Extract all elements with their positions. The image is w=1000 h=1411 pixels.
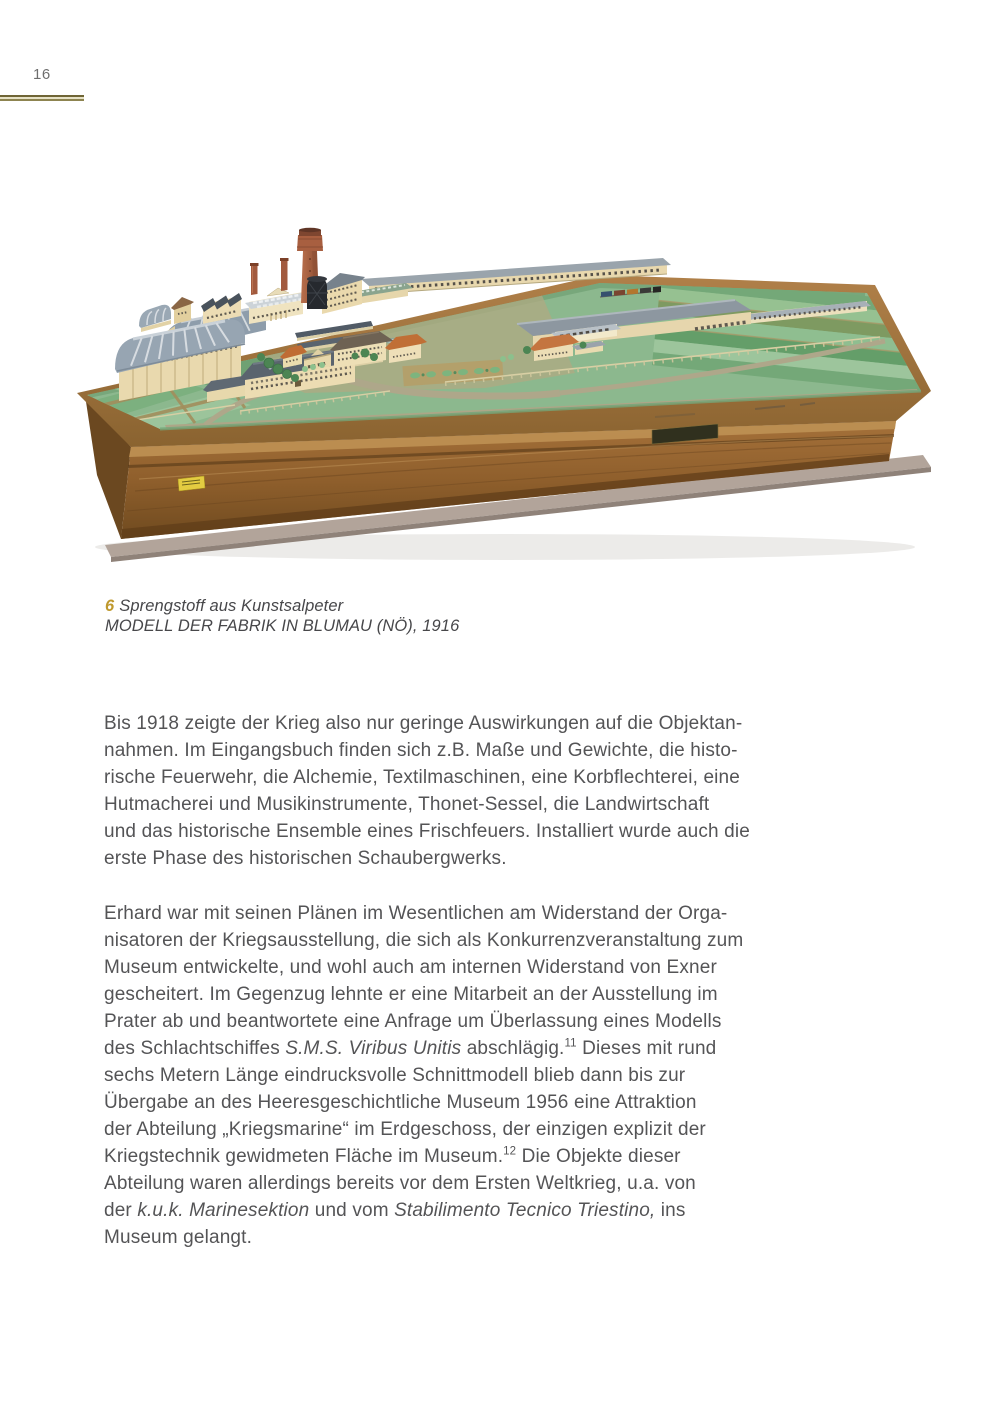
text-line: des Schlachtschiffes S.M.S. Viribus Unitis abschlägig.$^{11}$ Dieses mit rund: [104, 1037, 717, 1059]
caption-title: Sprengstoff aus Kunstsalpeter: [119, 597, 344, 615]
text-line: Übergabe an des Heeresgeschichtliche Museum 1956 eine Attraktion: [104, 1092, 697, 1113]
text-line: nisatoren der Kriegsausstellung, die sich als Konkurrenzveranstaltung zum: [104, 930, 744, 951]
figure-caption: [105, 596, 459, 636]
text-line: Hutmacherei und Musikinstrumente, Thonet-Sessel, die Landwirtschaft: [104, 794, 710, 815]
text-line: nahmen. Im Eingangsbuch finden sich z.B. Maße und Gewichte, die histo-: [104, 740, 738, 761]
body-text: [104, 710, 824, 1251]
text-line: rische Feuerwehr, die Alchemie, Textilmaschinen, eine Korbflechterei, eine: [104, 767, 740, 788]
text-line: Kriegstechnik gewidmeten Fläche im Museum.$^{12}$ Die Objekte dieser: [104, 1145, 681, 1167]
gasometer: [307, 276, 327, 309]
text-line: der Abteilung „Kriegsmarine“ im Erdgeschoss, der einzigen explizit der: [104, 1119, 706, 1140]
text-line: Erhard war mit seinen Plänen im Wesentlichen am Widerstand der Orga-: [104, 903, 728, 924]
text-line: sechs Metern Länge eindrucksvolle Schnittmodell blieb dann bis zur: [104, 1065, 686, 1086]
caption-number: 6: [105, 597, 115, 615]
text-line: gescheitert. Im Gegenzug lehnte er eine Mitarbeit an der Ausstellung im: [104, 984, 718, 1005]
text-line: Museum gelangt.: [104, 1227, 252, 1248]
gabled-tower-house: [171, 297, 194, 324]
text-line: Prater ab und beantwortete eine Anfrage um Überlassung eines Modells: [104, 1011, 722, 1032]
text-line: Bis 1918 zeigte der Krieg also nur geringe Auswirkungen auf die Objektan-: [104, 713, 743, 734]
text-line: erste Phase des historischen Schaubergwerks.: [104, 848, 507, 869]
factory-model-photo: [55, 193, 945, 573]
small-vaulted-hall: [139, 305, 171, 332]
figure-photo: [55, 193, 945, 573]
text-line: Museum entwickelte, und wohl auch am internen Widerstand von Exner: [104, 957, 717, 978]
text-line: und das historische Ensemble eines Frischfeuers. Installiert wurde auch die: [104, 821, 750, 842]
caption-line-1: [105, 596, 459, 616]
chimney-right: [280, 258, 289, 291]
page-number: 16: [33, 66, 51, 83]
paragraph-2: [104, 900, 824, 1251]
paragraph-1: [104, 710, 824, 872]
text-line: Abteilung waren allerdings bereits vor dem Ersten Weltkrieg, u.a. von: [104, 1173, 696, 1194]
chimney-left: [250, 263, 259, 295]
text-line: der k.u.k. Marinesektion und vom Stabilimento Tecnico Triestino, ins: [104, 1200, 686, 1221]
header-rule: [0, 95, 84, 101]
caption-line-2: MODELL DER FABRIK IN BLUMAU (NÖ), 1916: [105, 617, 460, 635]
